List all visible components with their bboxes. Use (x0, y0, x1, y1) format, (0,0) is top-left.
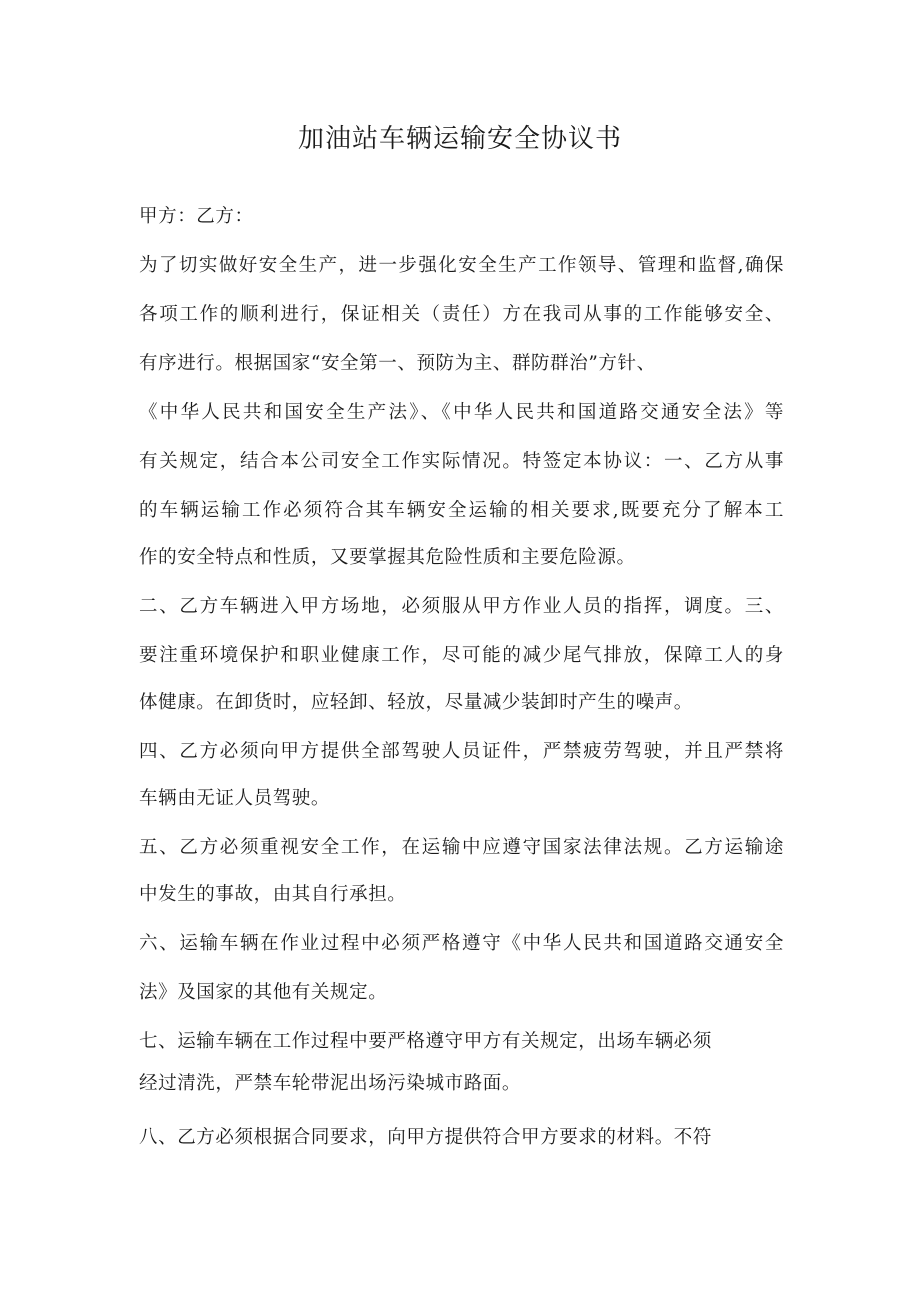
paragraph-line: 二、乙方车辆进入甲方场地，必须服从甲方作业人员的指挥，调度。三、 (139, 596, 784, 617)
paragraph-line: 各项工作的顺利进行，保证相关（责任）方在我司从事的工作能够安全、 (139, 304, 784, 325)
paragraph-line: 四、乙方必须向甲方提供全部驾驶人员证件，严禁疲劳驾驶，并且严禁将 (139, 741, 784, 762)
document-title: 加油站车辆运输安全协议书 (297, 124, 622, 154)
paragraph-line: 中发生的事故，由其自行承担。 (139, 884, 407, 905)
paragraph-line: 八、乙方必须根据合同要求，向甲方提供符合甲方要求的材料。不符 (139, 1127, 713, 1148)
paragraph-line: 有关规定，结合本公司安全工作实际情况。特签定本协议：一、乙方从事 (139, 451, 784, 472)
paragraph-line: 的车辆运输工作必须符合其车辆安全运输的相关要求,既要充分了解本工 (139, 500, 784, 521)
paragraph-line: 要注重环境保护和职业健康工作，尽可能的减少尾气排放，保障工人的身 (139, 645, 784, 666)
paragraph-line: 作的安全特点和性质，又要掌握其危险性质和主要危险源。 (139, 547, 636, 568)
paragraph-line: 为了切实做好安全生产，进一步强化安全生产工作领导、管理和监督,确保 (139, 255, 784, 276)
paragraph-line: 法》及国家的其他有关规定。 (139, 982, 388, 1003)
paragraph-line: 车辆由无证人员驾驶。 (139, 788, 331, 809)
party-line: 甲方：乙方： (139, 206, 254, 227)
paragraph-line: 经过清洗，严禁车轮带泥出场污染城市路面。 (139, 1073, 522, 1094)
paragraph-line: 《中华人民共和国安全生产法》、《中华人民共和国道路交通安全法》等 (139, 402, 784, 423)
paragraph-line: 六、运输车辆在作业过程中必须严格遵守《中华人民共和国道路交通安全 (139, 933, 784, 954)
paragraph-line: 五、乙方必须重视安全工作，在运输中应遵守国家法律法规。乙方运输途 (139, 837, 784, 858)
paragraph-line: 体健康。在卸货时，应轻卸、轻放，尽量减少装卸时产生的噪声。 (139, 692, 693, 713)
paragraph-line: 有序进行。根据国家“安全第一、预防为主、群防群治”方针、 (139, 353, 656, 374)
paragraph-line: 七、运输车辆在工作过程中要严格遵守甲方有关规定，出场车辆必须 (139, 1031, 713, 1052)
